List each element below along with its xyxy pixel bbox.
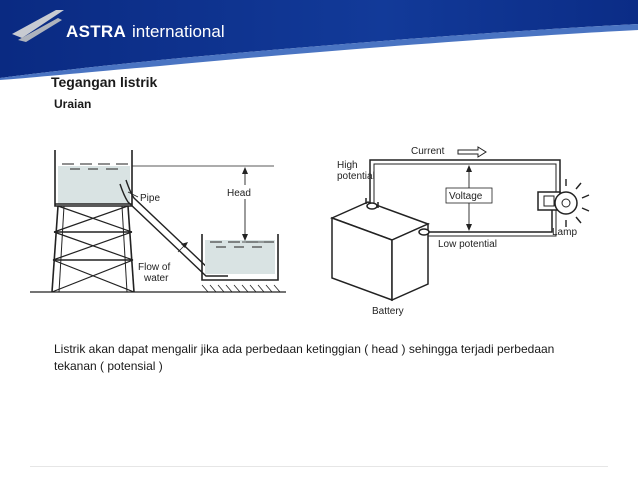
electric-circuit-diagram bbox=[332, 147, 589, 300]
battery-label: Battery bbox=[372, 306, 404, 317]
astra-logo-mark bbox=[12, 8, 64, 42]
low-potential-label: Low potential bbox=[438, 239, 497, 250]
voltage-analogy-figure bbox=[28, 140, 598, 325]
brand-name-regular: international bbox=[132, 22, 225, 41]
high-potential-label-line1: High bbox=[337, 160, 358, 171]
flow-label-line1: Flow of bbox=[138, 262, 171, 273]
slide-subtitle: Uraian bbox=[54, 97, 92, 111]
high-potential-label-line2: potential bbox=[337, 171, 375, 182]
astra-logo bbox=[12, 8, 225, 54]
brand-name-bold: ASTRA bbox=[66, 22, 127, 41]
flow-label-line2: water bbox=[144, 273, 169, 284]
head-label: Head bbox=[227, 188, 251, 199]
lamp-label: Lamp bbox=[552, 227, 578, 238]
current-label: Current bbox=[411, 146, 445, 157]
footer-divider bbox=[30, 466, 608, 467]
header-banner bbox=[0, 0, 638, 80]
slide-body-text: Listrik akan dapat mengalir jika ada perbedaan ketinggian ( head ) sehingga terjadi perbedaan tekanan ( potensial ) bbox=[54, 342, 555, 373]
voltage-label: Voltage bbox=[449, 191, 483, 202]
slide-title: Tegangan listrik bbox=[51, 74, 158, 90]
pipe-label: Pipe bbox=[140, 193, 161, 204]
